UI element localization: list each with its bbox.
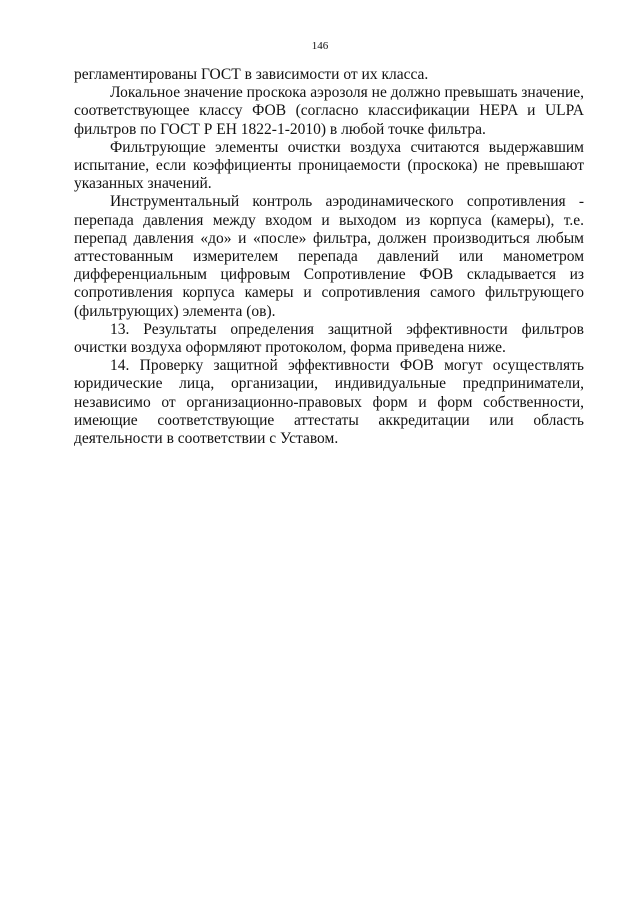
page-number: 146 (311, 40, 329, 52)
paragraph-item-13: 13. Результаты определения защитной эффективности фильтров очистки воздуха оформляют протоколом, форма приведена ниже. (74, 320, 584, 357)
paragraph-item-14: 14. Проверку защитной эффективности ФОВ могут осуществлять юридические лица, организации, индивидуальные предприниматели, независимо от организационно-правовых форм и форм собственности, имеющие соответствующие аттестаты аккредитации или область деятельности в соответствии с Уставом. (74, 357, 584, 448)
paragraph-local-leakage: Локальное значение проскока аэрозоля не должно превышать значение, соответствующее классу ФОВ (согласно классификации HEPA и ULPA фильтров по ГОСТ Р ЕН 1822-1-2010) в любой точке фильтра. (74, 84, 584, 138)
document-body (74, 66, 584, 448)
paragraph-instrumental-control: Инструментальный контроль аэродинамического сопротивления - перепада давления между входом и выходом из корпуса (камеры), т.е. перепад давления «до» и «после» фильтра, должен производиться любым аттестованным измерителем перепада давлений или манометром дифференциальным цифровым Сопротивление ФОВ складывается из сопротивления корпуса камеры и сопротивления самого фильтрующего (фильтрующих) элемента (ов). (74, 193, 584, 320)
paragraph-filter-elements: Фильтрующие элементы очистки воздуха считаются выдержавшим испытание, если коэффициенты проницаемости (проскока) не превышают указанных значений. (74, 138, 584, 193)
paragraph-continuation: регламентированы ГОСТ в зависимости от их класса. (74, 66, 429, 83)
